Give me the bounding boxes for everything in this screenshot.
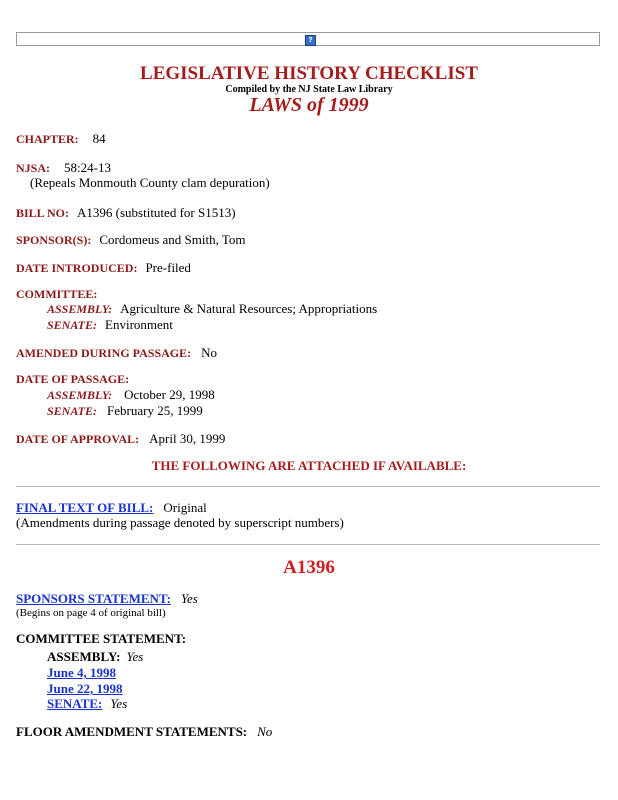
bill-no-label: BILL NO: [16,206,70,220]
cs-june-4-link[interactable]: June 4, 1998 [47,665,116,680]
attached-heading: THE FOLLOWING ARE ATTACHED IF AVAILABLE: [151,458,467,473]
date-introduced-value: Pre-filed [145,260,191,275]
committee-senate-value: Environment [105,317,173,332]
sponsors-statement-link[interactable]: SPONSORS STATEMENT: [16,591,171,606]
passage-assembly-label: ASSEMBLY: [47,388,113,402]
amended-label: AMENDED DURING PASSAGE: [16,346,192,360]
chapter-label: CHAPTER: [16,132,79,146]
committee-label: COMMITTEE: [16,287,98,301]
amended-value: No [201,345,218,360]
cs-assembly-value: Yes [126,649,144,664]
final-text-note: (Amendments during passage denoted by superscript numbers) [16,515,344,530]
cs-senate-link[interactable]: SENATE: [47,696,103,711]
committee-senate-label: SENATE: [47,318,98,332]
laws-year: LAWS of 1999 [249,94,369,116]
divider [16,486,600,487]
passage-assembly-value: October 29, 1998 [124,387,215,402]
page-title: LEGISLATIVE HISTORY CHECKLIST [140,63,478,84]
floor-amendment-value: No [257,724,273,739]
committee-assembly-value: Agriculture & Natural Resources; Appropriations [120,301,378,316]
cs-assembly-label: ASSEMBLY: [47,649,121,664]
committee-statement-label: COMMITTEE STATEMENT: [16,631,187,646]
bill-no-value: A1396 (substituted for S1513) [77,205,236,220]
sponsors-statement-value: Yes [180,591,198,606]
final-text-value: Original [163,500,207,515]
floor-amendment-label: FLOOR AMENDMENT STATEMENTS: [16,724,248,739]
date-of-passage-label: DATE OF PASSAGE: [16,372,130,386]
date-introduced-row [16,259,191,277]
committee-senate-row [47,316,173,334]
chapter-value: 84 [92,131,106,146]
top-frame-box [16,32,600,46]
divider [16,544,600,545]
floor-amendment-row [16,723,272,741]
passage-senate-value: February 25, 1999 [107,403,203,418]
amended-row [16,344,217,362]
sponsors-row [16,231,246,249]
passage-senate-label: SENATE: [47,404,98,418]
sponsors-label: SPONSOR(S): [16,233,92,247]
date-introduced-label: DATE INTRODUCED: [16,261,138,275]
date-of-approval-value: April 30, 1999 [149,431,226,446]
date-of-approval-label: DATE OF APPROVAL: [16,432,140,446]
final-text-link[interactable]: FINAL TEXT OF BILL: [16,500,154,515]
njsa-label: NJSA: [16,161,51,175]
compiled-by: Compiled by the NJ State Law Library [225,84,393,95]
sponsors-value: Cordomeus and Smith, Tom [99,232,246,247]
committee-assembly-label: ASSEMBLY: [47,302,113,316]
date-of-approval-row [16,430,225,448]
chapter-row [16,130,106,148]
cs-june-22-link[interactable]: June 22, 1998 [47,681,123,696]
cs-senate-value: Yes [110,696,128,711]
bill-no-row [16,204,236,222]
njsa-note: (Repeals Monmouth County clam depuration) [30,175,270,190]
cs-senate-row [47,695,127,713]
sponsors-statement-row [16,590,198,608]
sponsors-statement-note: (Begins on page 4 of original bill) [16,607,166,619]
bill-heading: A1396 [283,557,335,578]
passage-senate-row [47,402,203,420]
njsa-value: 58:24-13 [64,160,111,175]
help-icon[interactable]: ? [305,35,316,46]
